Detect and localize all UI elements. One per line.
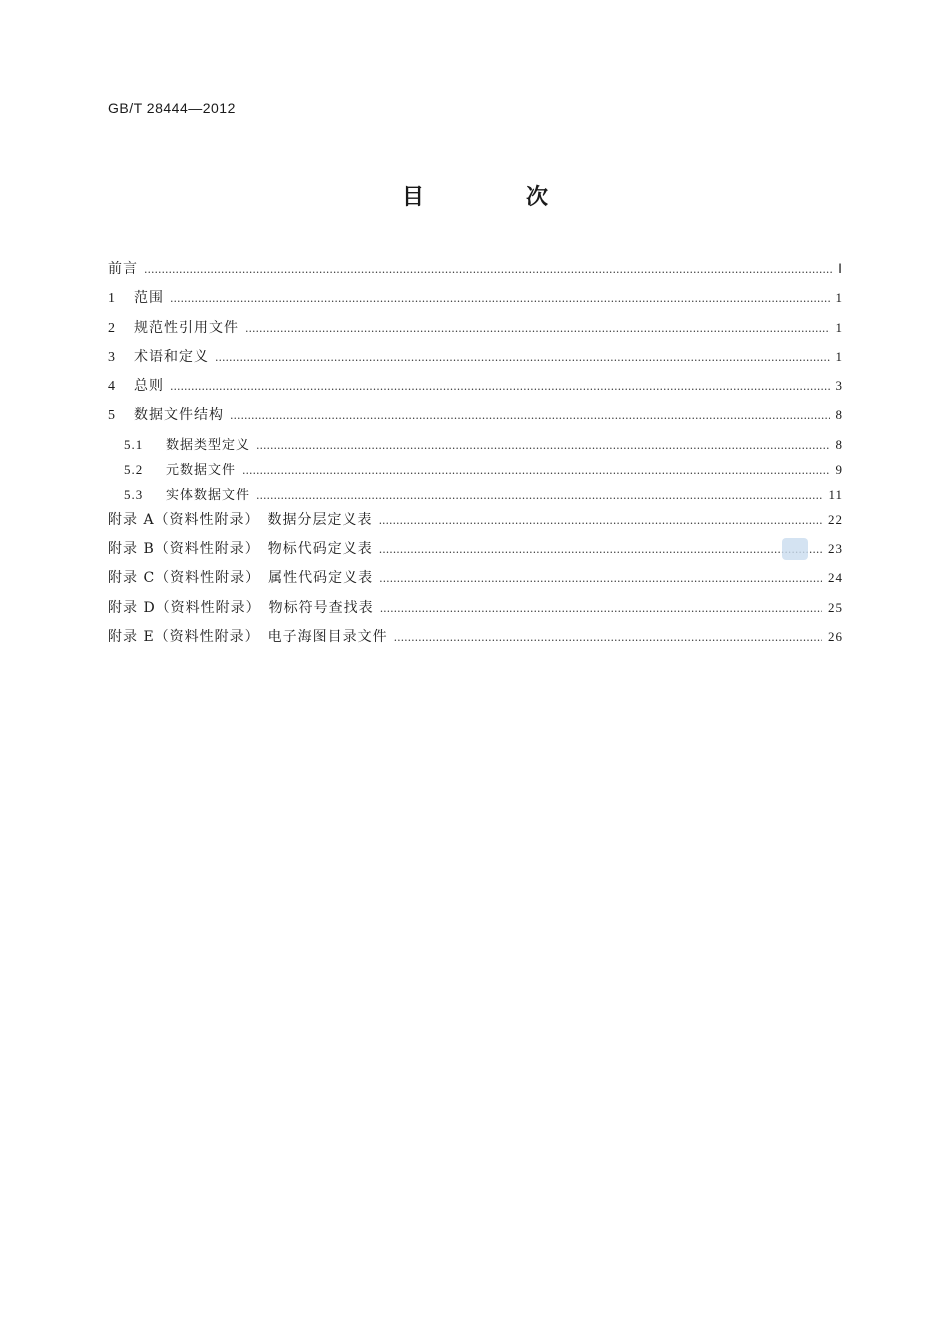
toc-page-number: 9 [835,461,843,477]
toc-label: 附录 B（资料性附录） 物标代码定义表 [108,541,373,558]
leader-dots [394,631,822,644]
toc-page-number: 8 [835,436,843,452]
watermark-logo-icon [782,538,808,560]
leader-dots [379,543,822,556]
toc-label: 数据文件结构 [134,407,224,424]
leader-dots [215,351,830,364]
toc-entry-normative-references[interactable] [108,317,843,346]
toc-entry-5-3[interactable] [108,484,843,509]
table-of-contents [108,258,843,655]
leader-dots [170,292,830,305]
leader-dots [379,514,822,527]
leader-dots [379,572,822,585]
leader-dots [256,439,829,452]
leader-dots [256,489,822,502]
toc-entry-5-1[interactable] [108,434,843,459]
toc-page-number: 11 [828,486,843,502]
toc-page-number: 1 [835,348,843,364]
leader-dots [230,409,830,422]
toc-entry-foreword[interactable] [108,258,843,287]
leader-dots [380,602,822,615]
toc-number: 5.3 [124,486,144,502]
toc-label: 数据类型定义 [166,437,251,453]
toc-number: 4 [108,379,116,395]
standard-code: GB/T 28444—2012 [108,100,236,116]
toc-number: 1 [108,291,116,307]
leader-dots [245,322,830,335]
toc-number: 5.1 [124,436,144,452]
toc-entry-appendix-c[interactable] [108,567,843,596]
toc-entry-5-2[interactable] [108,459,843,484]
toc-page-number: Ⅰ [838,261,843,276]
toc-label: 附录 E（资料性附录） 电子海图目录文件 [108,628,388,645]
toc-page-number: 22 [828,511,843,527]
toc-label: 总则 [134,378,164,395]
toc-page-number: 25 [828,599,843,615]
toc-page-number: 8 [835,407,843,423]
toc-entry-data-file-structure[interactable] [108,404,843,433]
toc-number: 3 [108,349,116,365]
toc-page-number: 23 [828,541,843,557]
toc-entry-appendix-b[interactable] [108,538,843,567]
toc-label: 实体数据文件 [166,487,251,503]
toc-page-number: 1 [835,290,843,306]
toc-number: 5.2 [124,461,144,477]
toc-label: 规范性引用文件 [134,319,239,336]
leader-dots [170,380,830,393]
toc-entry-terms[interactable] [108,346,843,375]
toc-entry-general[interactable] [108,375,843,404]
toc-entry-appendix-e[interactable] [108,626,843,655]
toc-label: 元数据文件 [166,462,237,478]
toc-label: 范围 [134,290,164,307]
toc-label: 附录 A（资料性附录） 数据分层定义表 [108,511,373,528]
toc-page-number: 1 [835,319,843,335]
toc-entry-appendix-a[interactable] [108,509,843,538]
toc-number: 5 [108,408,116,424]
toc-label: 前言 [108,261,138,277]
toc-page-number: 26 [828,628,843,644]
toc-page-number: 24 [828,570,843,586]
leader-dots [144,263,832,276]
toc-label: 附录 D（资料性附录） 物标符号查找表 [108,599,374,616]
toc-page-number: 3 [835,378,843,394]
toc-label: 术语和定义 [134,348,209,365]
toc-label: 附录 C（资料性附录） 属性代码定义表 [108,570,374,587]
toc-number: 2 [108,320,116,336]
page-title: 目 次 [401,185,588,210]
toc-entry-scope[interactable] [108,287,843,316]
leader-dots [242,464,829,477]
toc-entry-appendix-d[interactable] [108,597,843,626]
